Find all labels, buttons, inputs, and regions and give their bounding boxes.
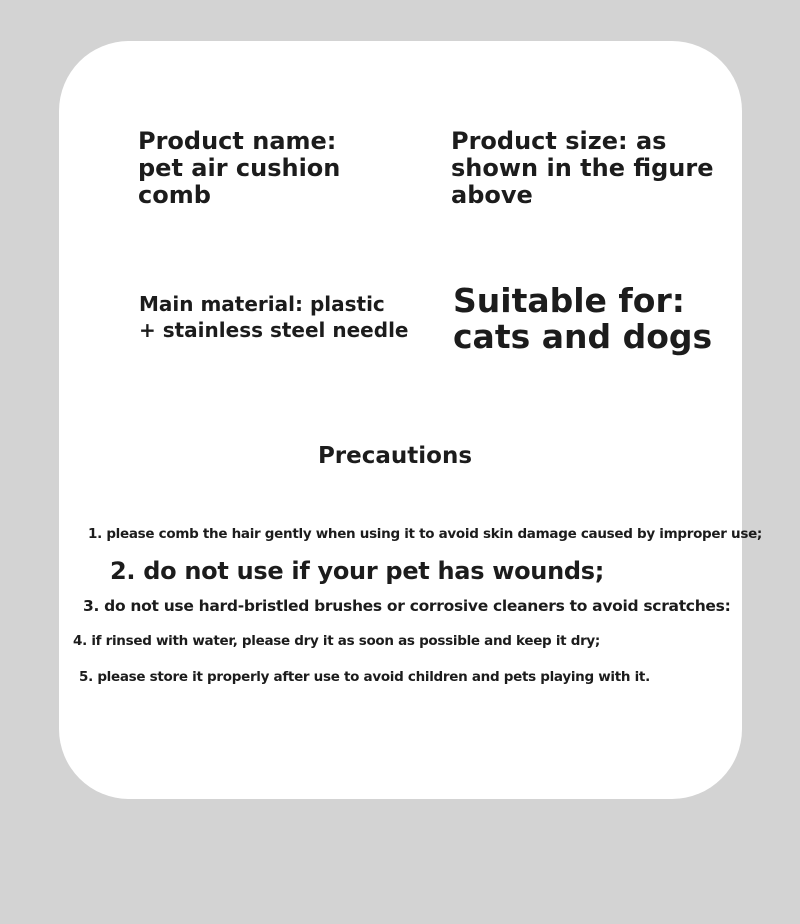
suitable-for: Suitable for: cats and dogs <box>453 281 713 356</box>
precautions-title: Precautions <box>317 443 473 469</box>
main-material: Main material: plastic + stainless steel needle <box>139 292 409 342</box>
precaution-item: 2. do not use if your pet has wounds; <box>110 557 605 585</box>
precaution-item: 1. please comb the hair gently when using it to avoid skin damage caused by improper use; <box>88 526 763 542</box>
product-name: Product name: pet air cushion comb <box>138 127 341 209</box>
product-size: Product size: as shown in the figure above <box>451 127 714 209</box>
precaution-item: 4. if rinsed with water, please dry it as soon as possible and keep it dry; <box>73 633 601 649</box>
precaution-item: 3. do not use hard-bristled brushes or corrosive cleaners to avoid scratches: <box>83 597 731 615</box>
precaution-item: 5. please store it properly after use to avoid children and pets playing with it. <box>79 669 650 685</box>
